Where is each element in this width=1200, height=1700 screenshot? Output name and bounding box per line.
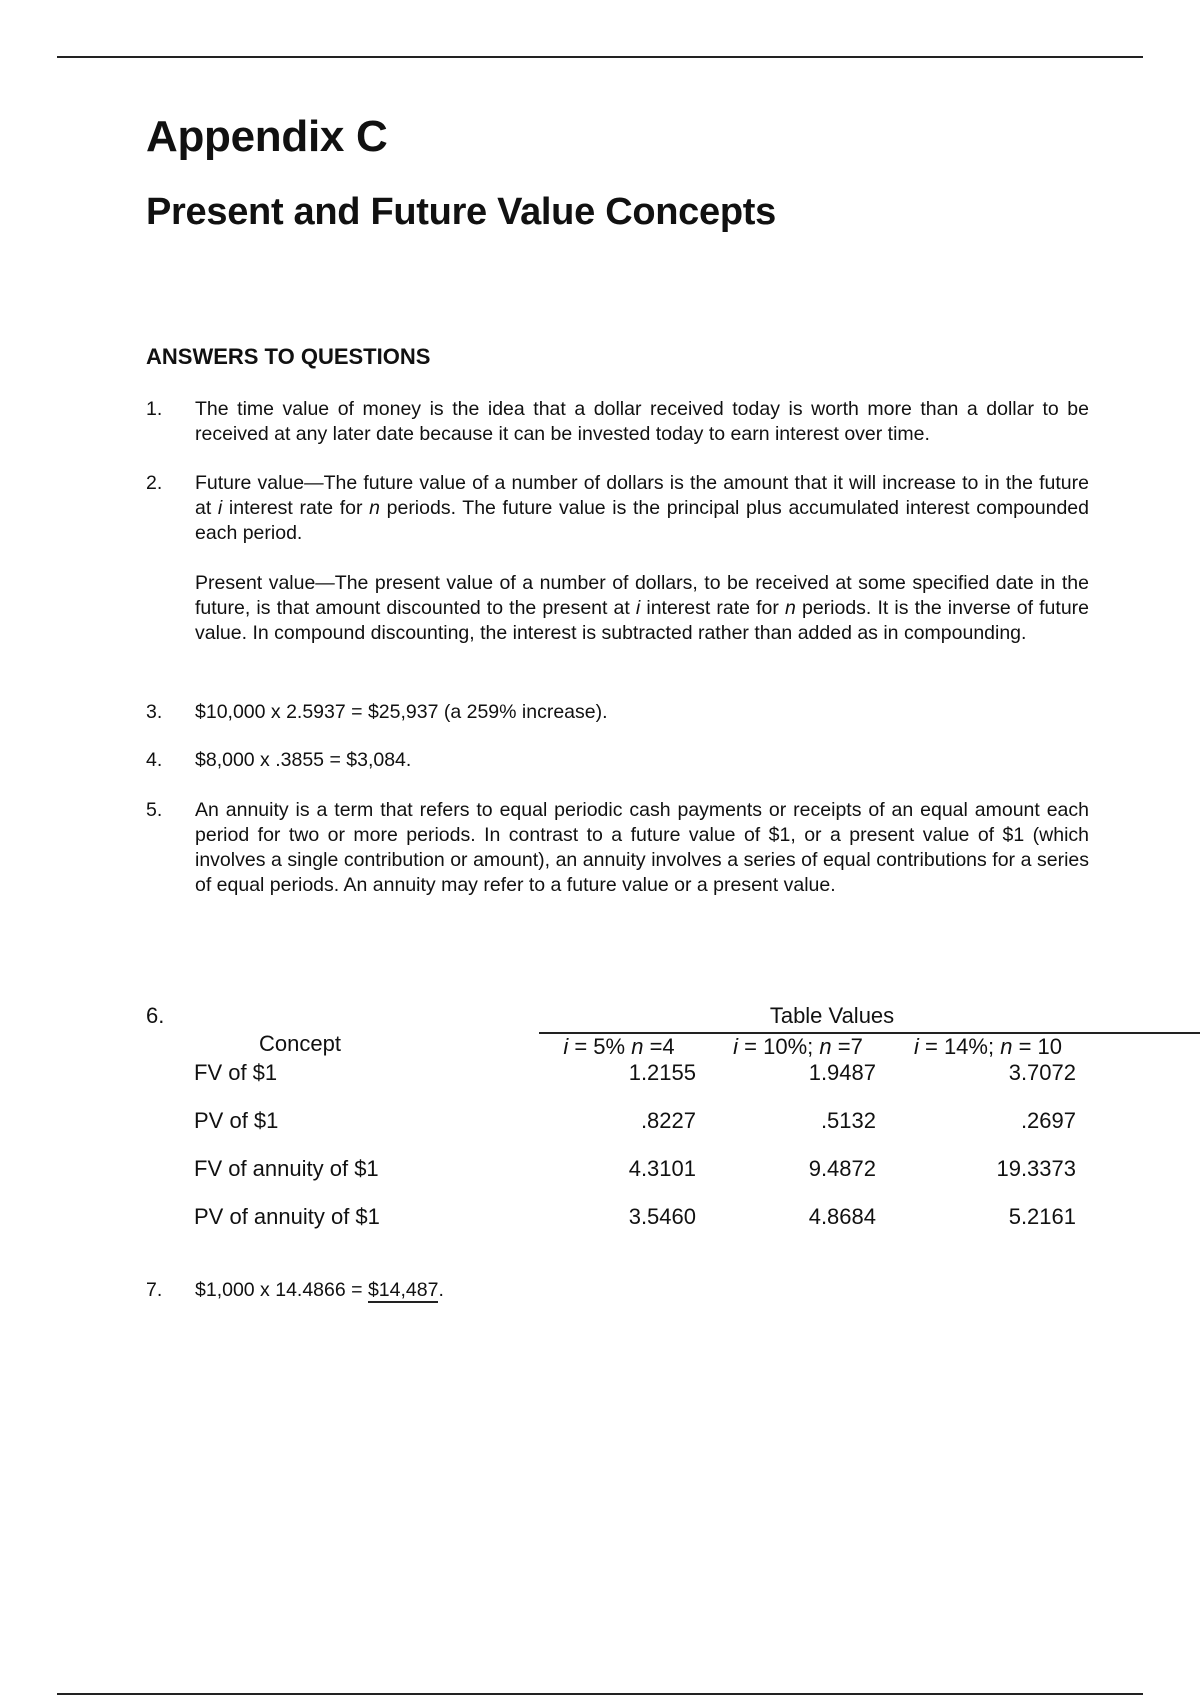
page-title: Appendix C [146,112,388,161]
answer-text: $10,000 x 2.5937 = $25,937 (a 259% increase). [195,701,608,723]
table-cell: 1.9487 [808,1060,876,1085]
text-run: periods. The future value is the principal plus accumulated interest compounded each period. [195,497,1089,544]
table-cell: 4.3101 [628,1156,696,1181]
answer-number: 3. [146,701,163,723]
text-run: periods. It is the inverse of future value. In compound discounting, the interest is subtracted rather than added as in compounding. [195,597,1090,644]
concept-header: Concept [259,1031,341,1056]
table-row-label: FV of annuity of $1 [194,1156,379,1181]
variable-n: n [785,597,796,619]
text-run: = 10%; [738,1034,820,1059]
column-header [898,1034,1078,1060]
top-rule [57,56,1143,58]
variable-i: i [913,1034,919,1059]
table-cell: 3.7072 [1008,1060,1076,1085]
column-header [544,1034,694,1060]
text-run: Present value—The present value of a number of dollars, to be received at some specified date in the future, is that amount discounted to the present at [195,572,1089,619]
bottom-rule [57,1693,1143,1695]
answer-text: An annuity is a term that refers to equal periodic cash payments or receipts of an equal amount each period for two or more periods. In contrast to a future value of $1, or a present value of $1 (which involves a single contribution or amount), an annuity involves a series of equal contributions for a series of equal periods. An annuity may refer to a future value or a present value. [195,799,1089,896]
table-cell: 1.2155 [628,1060,696,1085]
table-cell: 9.4872 [808,1156,876,1181]
answer-number: 7. [146,1279,163,1301]
present-value-paragraph [195,571,1089,646]
table-title: Table Values [769,1003,895,1028]
table-cell: .5132 [820,1108,876,1133]
text-run: interest rate for [222,497,370,519]
text-run: $1,000 x 14.4866 = [195,1279,368,1301]
table-row-label: PV of annuity of $1 [194,1204,380,1229]
table-cell: 19.3373 [996,1156,1076,1181]
table-cell: .8227 [640,1108,696,1133]
table-cell: 5.2161 [1008,1204,1076,1229]
text-run: = 14%; [918,1034,1001,1059]
variable-i: i [563,1034,569,1059]
variable-n: n [819,1034,832,1059]
variable-n: n [631,1034,644,1059]
table-cell: .2697 [1020,1108,1076,1133]
answer-number: 2. [146,472,163,494]
answer-text: The time value of money is the idea that a dollar received today is worth more than a dollar to be received at any later date because it can be invested today to earn interest over time. [195,398,1089,445]
text-run: Future value—The future value of a number of dollars is the amount that it will increase to in the future at [195,472,1089,519]
text-run: interest rate for [640,597,785,619]
answer-text [195,1278,1089,1303]
answer-number: 6. [146,1003,165,1028]
text-run: = 10 [1012,1034,1063,1059]
column-header [713,1034,883,1060]
table-cell: 4.8684 [808,1204,876,1229]
variable-i: i [635,597,641,619]
variable-i: i [217,497,223,519]
future-value-paragraph [195,471,1089,546]
text-run: =7 [831,1034,863,1059]
table-cell: 3.5460 [628,1204,696,1229]
variable-n: n [369,497,380,519]
section-heading: ANSWERS TO QUESTIONS [146,344,431,369]
table-row-label: FV of $1 [194,1060,278,1085]
table-row-label: PV of $1 [194,1108,279,1133]
variable-i: i [733,1034,739,1059]
underlined-result: $14,487 [367,1279,439,1301]
answer-number: 5. [146,799,163,821]
page-subtitle: Present and Future Value Concepts [146,191,776,233]
answer-number: 1. [146,398,163,420]
variable-n: n [1000,1034,1013,1059]
text-run: = 5% [568,1034,632,1059]
text-run: . [438,1279,444,1301]
text-run: =4 [643,1034,675,1059]
answer-number: 4. [146,749,163,771]
answer-text: $8,000 x .3855 = $3,084. [195,749,412,771]
